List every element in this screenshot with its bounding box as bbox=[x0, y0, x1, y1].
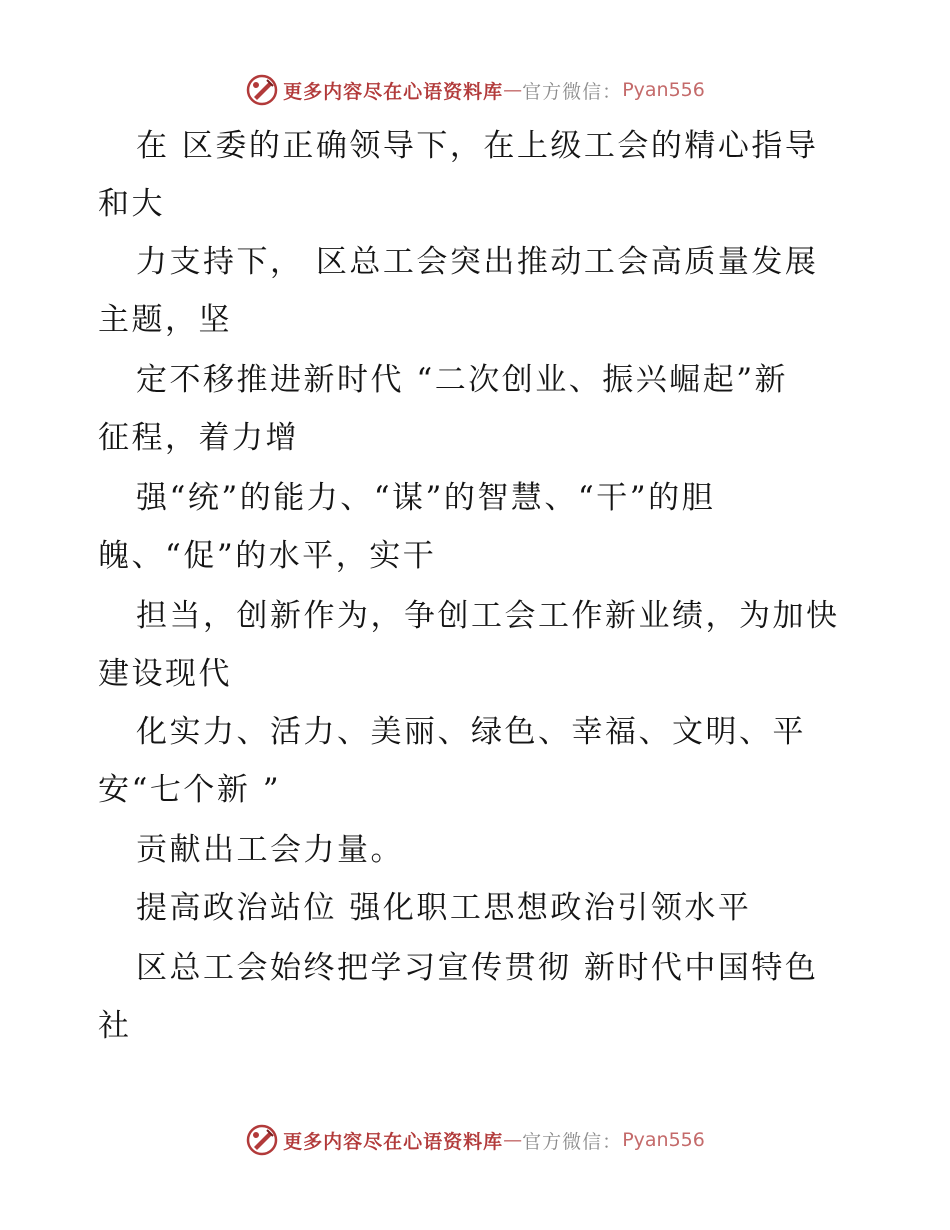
body-line-15: 区总工会始终把学习宣传贯彻 新时代中国特色 bbox=[136, 950, 819, 986]
body-line-13: 贡献出工会力量。 bbox=[136, 832, 404, 868]
brand-logo-icon bbox=[245, 1123, 279, 1157]
body-line-3: 力支持下， 区总工会突出推动工会高质量发展 bbox=[136, 244, 819, 280]
body-line-8: 魄、“促”的水平，实干 bbox=[98, 538, 437, 574]
body-line-12: 安“七个新 ” bbox=[98, 772, 282, 808]
body-line-1: 在 区委的正确领导下，在上级工会的精心指导 bbox=[136, 128, 819, 164]
body-line-9: 担当，创新作为，争创工会工作新业绩，为加快 bbox=[136, 598, 840, 634]
header-banner-title: 更多内容尽在心语资料库 bbox=[283, 80, 504, 103]
section-heading: 提高政治站位 强化职工思想政治引领水平 bbox=[136, 890, 752, 926]
body-line-4: 主题，坚 bbox=[98, 302, 232, 338]
body-line-10: 建设现代 bbox=[98, 656, 232, 692]
header-banner-label: 官方微信： bbox=[522, 80, 623, 103]
body-line-7: 强“统”的能力、“谋”的智慧、“干”的胆 bbox=[136, 480, 716, 516]
body-line-11: 化实力、活力、美丽、绿色、幸福、文明、平 bbox=[136, 714, 806, 750]
body-line-6: 征程，着力增 bbox=[98, 420, 299, 456]
footer-banner-dash: — bbox=[503, 1129, 523, 1151]
header-banner-account: Pyan556 bbox=[622, 79, 705, 101]
body-line-2: 和大 bbox=[98, 186, 165, 222]
header-banner bbox=[0, 70, 950, 110]
footer-banner-label: 官方微信： bbox=[522, 1130, 623, 1153]
brand-logo-icon bbox=[245, 73, 279, 107]
footer-banner-account: Pyan556 bbox=[622, 1129, 705, 1151]
body-line-5: 定不移推进新时代 “二次创业、振兴崛起”新 bbox=[136, 362, 789, 398]
footer-banner bbox=[0, 1120, 950, 1160]
footer-banner-title: 更多内容尽在心语资料库 bbox=[283, 1130, 504, 1153]
body-line-16: 社 bbox=[98, 1008, 132, 1044]
header-banner-dash: — bbox=[503, 79, 523, 101]
